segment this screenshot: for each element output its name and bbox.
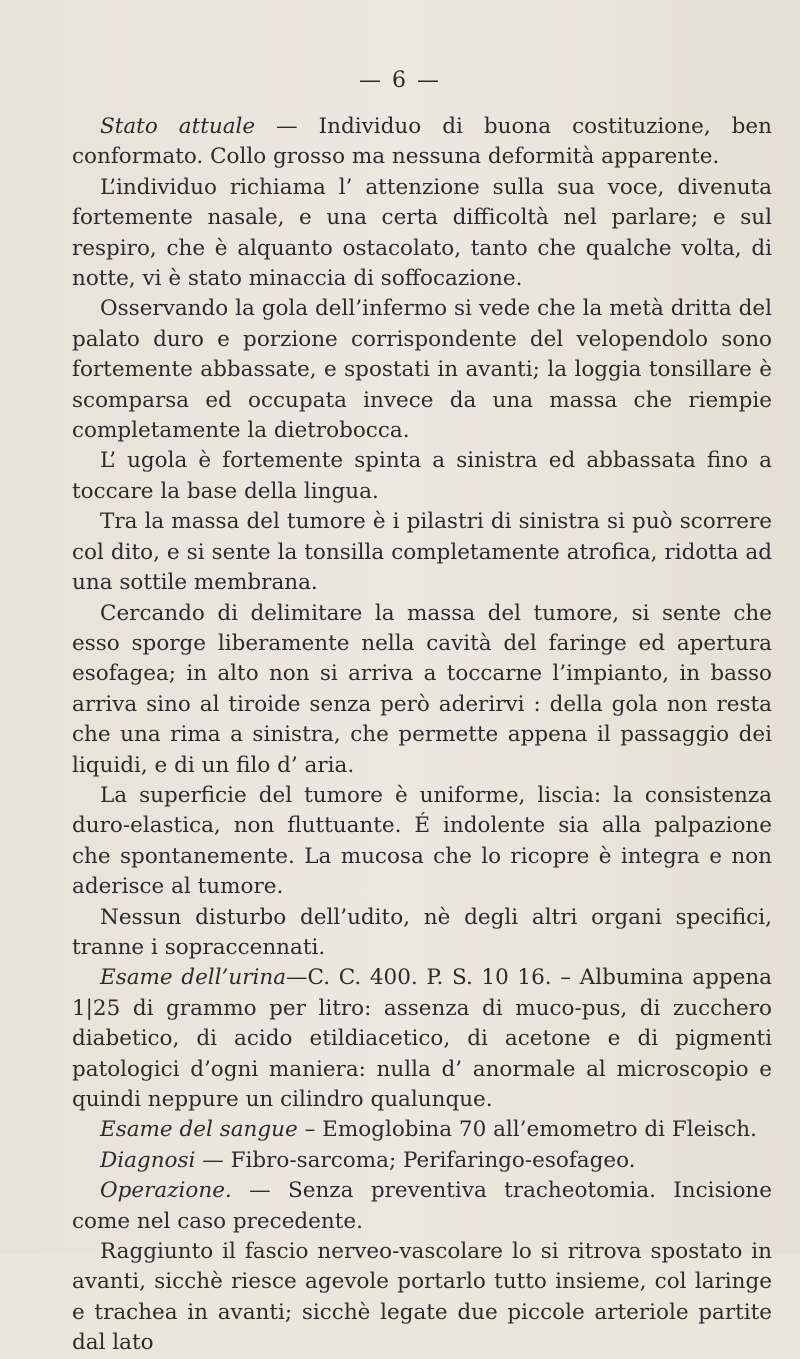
paragraph-lead: Esame dell’urina xyxy=(100,965,287,991)
paragraph-text: L’ ugola è fortemente spinta a sinistra ed abbassata fino a toccare la base della lingua. xyxy=(72,448,772,504)
paragraph-lead: Stato attuale xyxy=(100,114,256,139)
body-text xyxy=(72,112,772,1359)
paragraph-text: – Emoglobina 70 all’emometro di Fleisch. xyxy=(297,1117,757,1143)
paragraph-text: — Fibro-sarcoma; Perifaringo-esofageo. xyxy=(195,1147,636,1173)
paragraph xyxy=(72,903,772,964)
paragraph xyxy=(72,1237,772,1359)
paragraph xyxy=(72,173,772,295)
paragraph-text: — Individuo di buona costituzione, ben conformato. Collo grosso ma nessuna deformità apparente. xyxy=(72,114,772,170)
paragraph-text: L’individuo richiama l’ attenzione sulla sua voce, divenuta fortemente nasale, e una certa difficoltà nel parlare; e sul respiro, che è alquanto ostacolato, tanto che qualche volta, di notte, vi è stato minaccia di soffocazione. xyxy=(72,174,772,292)
paragraph-lead: Operazione. xyxy=(100,1178,232,1204)
paragraph xyxy=(72,294,772,446)
paragraph-lead: Esame del sangue xyxy=(100,1117,298,1143)
paragraph xyxy=(72,781,772,903)
paragraph-operazione xyxy=(72,1176,772,1237)
paragraph-stato-attuale xyxy=(72,112,772,173)
paragraph-lead: Diagnosi xyxy=(100,1147,196,1173)
paragraph-text: Cercando di delimitare la massa del tumore, si sente che esso sporge liberamente nella cavità del faringe ed apertura esofagea; in alto non si arriva a toccarne l’impianto, in basso arriva sino al tiroide senza però aderirvi : della gola non resta che una rima a sinistra, che permette appena il passaggio dei liquidi, e di un filo d’ aria. xyxy=(72,600,772,778)
paragraph-text: Tra la massa del tumore è i pilastri di sinistra si può scorrere col dito, e si sente la tonsilla completamente atrofica, ridotta ad una sottile membrana. xyxy=(72,509,772,596)
paragraph-text: La superficie del tumore è uniforme, liscia: la consistenza duro-elastica, non fluttuante. É indolente sia alla palpazione che spontanemente. La mucosa che lo ricopre è integra e non aderisce al tumore. xyxy=(72,782,772,900)
paragraph-esame-sangue xyxy=(72,1115,772,1145)
page-number: — 6 — xyxy=(359,68,441,93)
paragraph xyxy=(72,446,772,507)
paragraph xyxy=(72,599,772,781)
paragraph-esame-urina xyxy=(72,963,772,1115)
paragraph-diagnosi xyxy=(72,1146,772,1176)
paragraph-text: Raggiunto il fascio nerveo-vascolare lo si ritrova spostato in avanti, sicchè riesce agevole portarlo tutto insieme, col laringe e trachea in avanti; sicchè legate due piccole arteriole partite dal lato xyxy=(72,1239,772,1356)
paragraph-text: —C. C. 400. P. S. 10 16. – Albumina appena 1|25 di grammo per litro: assenza di muco-pus, di zucchero diabetico, di acido etildiacetico, di acetone e di pigmenti patologici d’ogni maniera: nulla d’ anormale al microscopio e quindi neppure un cilindro qualunque. xyxy=(72,965,772,1112)
paragraph-text: — Senza preventiva tracheotomia. Incisione come nel caso precedente. xyxy=(72,1178,772,1234)
paragraph xyxy=(72,507,772,598)
paragraph-text: Nessun disturbo dell’udito, nè degli altri organi specifici, tranne i sopraccennati. xyxy=(72,904,772,960)
paragraph-text: Osservando la gola dell’infermo si vede che la metà dritta del palato duro e porzione corrispondente del velopendolo sono fortemente abbassate, e spostati in avanti; la loggia tonsillare è scomparsa ed occupata invece da una massa che riempie completamente la dietrobocca. xyxy=(72,296,772,444)
